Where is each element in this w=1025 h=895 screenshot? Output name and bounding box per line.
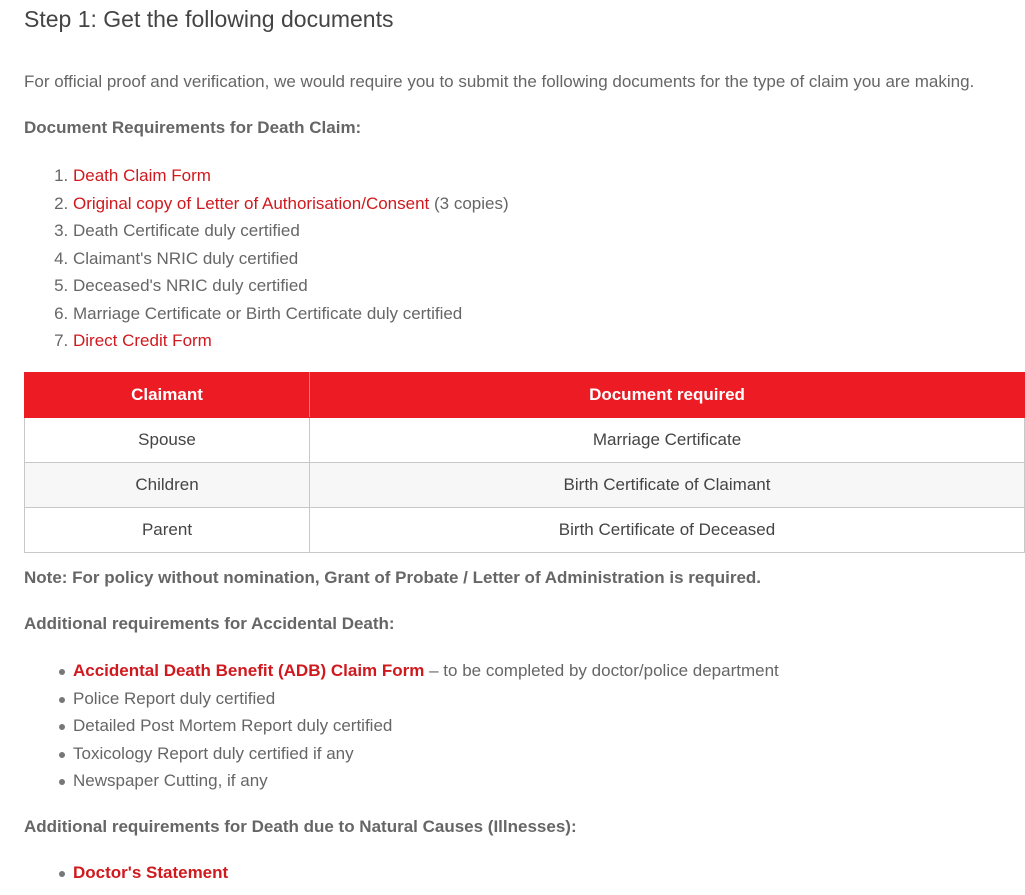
- list-item-text: Deceased's NRIC duly certified: [73, 276, 308, 295]
- table-header-row: [25, 373, 1025, 418]
- table-cell: Marriage Certificate: [310, 418, 1025, 463]
- table-cell: Birth Certificate of Deceased: [310, 508, 1025, 553]
- list-item-text: Claimant's NRIC duly certified: [73, 248, 299, 268]
- column-header-document-required: Document required: [310, 373, 1025, 418]
- letter-of-authorisation-link[interactable]: Original copy of Letter of Authorisation/Consent: [73, 193, 430, 213]
- list-item-text: Marriage Certificate or Birth Certificate duly certified: [73, 303, 463, 323]
- table-cell: Birth Certificate of Claimant: [310, 463, 1025, 508]
- list-item: [73, 767, 779, 795]
- natural-causes-heading: Additional requirements for Death due to Natural Causes (Illnesses):: [24, 817, 577, 836]
- doctors-statement-link[interactable]: Doctor's Statement: [73, 863, 229, 882]
- list-item: [73, 740, 779, 768]
- intro-text: For official proof and verification, we would require you to submit the following documents for the type of claim you are making.: [24, 72, 975, 91]
- list-item: [73, 657, 779, 685]
- list-item: [73, 245, 509, 273]
- column-header-claimant: Claimant: [25, 373, 310, 418]
- list-item-text: Police Report duly certified: [73, 688, 276, 708]
- list-item-text: – to be completed by doctor/police department: [424, 661, 779, 680]
- page-title: Step 1: Get the following documents: [24, 6, 394, 32]
- list-item: [73, 300, 509, 328]
- copies-note: (3 copies): [429, 193, 509, 213]
- list-item: [73, 685, 779, 713]
- death-claim-form-link[interactable]: Death Claim Form: [73, 166, 211, 185]
- list-item: [73, 859, 228, 887]
- list-item: [73, 162, 509, 190]
- list-item: [73, 217, 509, 245]
- list-item-text: Death Certificate duly certified: [73, 221, 300, 240]
- list-item-text: Toxicology Report duly certified if any: [73, 743, 354, 763]
- death-claim-heading: Document Requirements for Death Claim:: [24, 118, 362, 137]
- table-cell: Children: [25, 463, 310, 508]
- direct-credit-form-link[interactable]: Direct Credit Form: [73, 331, 212, 350]
- list-item: [73, 712, 779, 740]
- table-row: [25, 463, 1025, 508]
- accidental-death-list: [24, 657, 779, 795]
- natural-causes-list: [24, 859, 228, 887]
- adb-claim-form-link[interactable]: Accidental Death Benefit (ADB) Claim Form: [73, 661, 425, 680]
- table-cell: Spouse: [25, 418, 310, 463]
- list-item: [73, 272, 509, 300]
- list-item-text: Newspaper Cutting, if any: [73, 771, 268, 790]
- list-item: [73, 327, 509, 355]
- nomination-note: Note: For policy without nomination, Grant of Probate / Letter of Administration is required.: [24, 568, 762, 587]
- claimant-documents-table: [24, 372, 1025, 553]
- table-cell: Parent: [25, 508, 310, 553]
- accidental-death-heading: Additional requirements for Accidental Death:: [24, 614, 395, 633]
- list-item: [73, 190, 509, 218]
- death-claim-document-list: [24, 162, 509, 355]
- table-row: [25, 508, 1025, 553]
- list-item-text: Detailed Post Mortem Report duly certified: [73, 716, 393, 735]
- table-row: [25, 418, 1025, 463]
